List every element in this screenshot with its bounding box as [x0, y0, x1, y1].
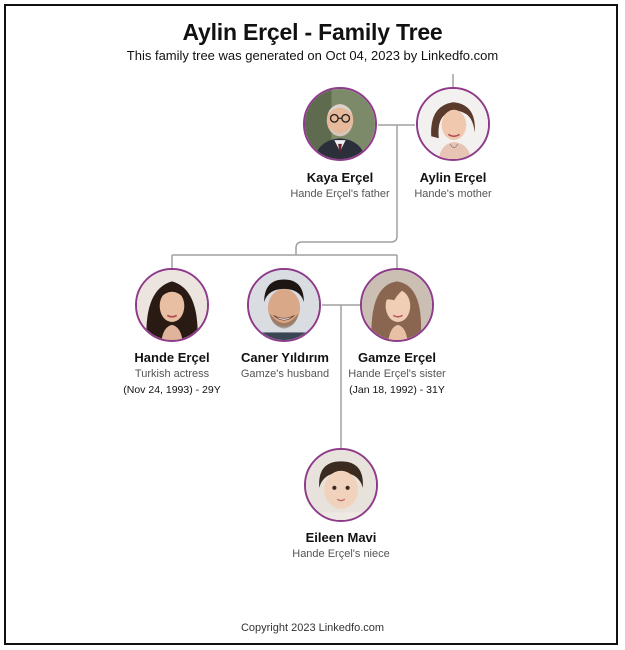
kaya-relation: Hande Erçel's father [290, 188, 390, 200]
eileen-photo [306, 450, 376, 520]
caner-name[interactable]: Caner Yıldırım [241, 350, 329, 365]
caner-avatar[interactable] [247, 268, 321, 342]
gamze-dates: (Jan 18, 1992) - 31Y [349, 384, 445, 396]
kaya-avatar[interactable] [303, 87, 377, 161]
aylin-label [378, 170, 528, 202]
kaya-photo [305, 89, 375, 159]
aylin-avatar[interactable] [416, 87, 490, 161]
gamze-name[interactable]: Gamze Erçel [357, 350, 437, 365]
hande-avatar[interactable] [135, 268, 209, 342]
kaya-name[interactable]: Kaya Erçel [306, 170, 374, 185]
eileen-name[interactable]: Eileen Mavi [305, 530, 377, 545]
gamze-avatar[interactable] [360, 268, 434, 342]
eileen-avatar[interactable] [304, 448, 378, 522]
caner-photo [249, 270, 319, 340]
hande-photo [137, 270, 207, 340]
gamze-label [322, 350, 472, 398]
gamze-relation: Hande Erçel's sister [348, 368, 446, 380]
aylin-photo [418, 89, 488, 159]
page-title: Aylin Erçel - Family Tree [182, 19, 443, 45]
page-subtitle: This family tree was generated on Oct 04, 2023 by Linkedfo.com [126, 48, 499, 63]
aylin-name[interactable]: Aylin Erçel [419, 170, 487, 185]
eileen-label [266, 530, 416, 562]
caner-relation: Gamze's husband [240, 368, 330, 380]
hande-relation: Turkish actress [134, 368, 210, 380]
copyright-footer: Copyright 2023 Linkedfo.com [240, 622, 385, 634]
gamze-photo [362, 270, 432, 340]
hande-name[interactable]: Hande Erçel [134, 350, 210, 365]
hande-dates: (Nov 24, 1993) - 29Y [123, 384, 221, 396]
aylin-relation: Hande's mother [414, 188, 492, 200]
eileen-relation: Hande Erçel's niece [292, 548, 390, 560]
